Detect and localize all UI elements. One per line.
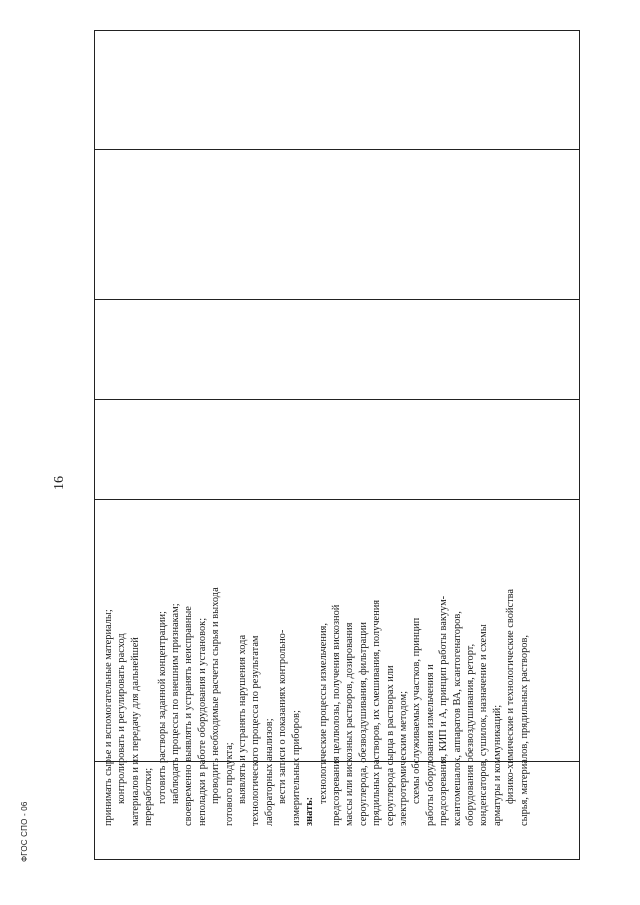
- text-line: работы оборудования измельчения и: [424, 664, 436, 826]
- text-line: своевременно выявлять и устранять неисправные: [183, 606, 195, 826]
- text-line: неполадки в работе оборудования и установок;: [196, 617, 208, 826]
- text-line: арматуры и коммуникаций;: [491, 704, 503, 826]
- text-line: физико-химические и технологические свойства: [505, 588, 517, 804]
- text-line: ксантомешалок, аппаратов ВА, ксантогенаторов,: [451, 611, 463, 826]
- text-line: конденсаторов, сушилок, назначение и схемы: [478, 624, 490, 826]
- text-line: проводить необходимые расчеты сырья и выхода: [210, 587, 222, 804]
- footer-code: ФГОС СПО - 06: [20, 801, 29, 862]
- text-line: выявлять и устранять нарушения хода: [237, 634, 249, 804]
- row-separator: [95, 399, 579, 400]
- text-line: наблюдать процессы по внешним признакам;: [170, 603, 182, 804]
- text-line: измерительных приборов;: [290, 710, 302, 826]
- text-line: готового продукта;: [223, 742, 235, 826]
- text-line: прядильных растворов, их смешивания, получения: [371, 599, 383, 826]
- text-line: готовить растворы заданной концентрации;: [156, 611, 168, 804]
- text-line: оборудования обезвоздушивания, реторт,: [464, 643, 476, 826]
- text-line: технологического процесса по результатам: [250, 635, 262, 826]
- text-line: контролировать и регулировать расход: [116, 633, 128, 804]
- text-line: переработки;: [143, 767, 155, 826]
- text-line: материалов и их передачу для дальнейшей: [129, 637, 141, 826]
- text-line: схемы обслуживаемых участков, принцип: [411, 617, 423, 804]
- text-line: сырья, материалов, прядильных растворов,: [518, 635, 530, 826]
- text-line: сероуглерода, обезвоздушивания, фильтрации: [357, 622, 369, 826]
- text-line: вести записи о показаниях контрольно-: [277, 629, 289, 804]
- text-line: лабораторных анализов;: [263, 718, 275, 826]
- text-line: массы или вискозных растворов, дозирования: [344, 622, 356, 826]
- page-number: 16: [52, 476, 67, 490]
- text-line: предсозревания, КИП и А, принцип работы вакуум-: [438, 595, 450, 826]
- row-separator: [95, 299, 579, 300]
- row-separator: [95, 149, 579, 150]
- text-line: принимать сырье и вспомогательные материалы;: [103, 609, 114, 826]
- column-separator: [94, 31, 95, 523]
- text-line: электротермическим методом;: [397, 691, 409, 826]
- text-line: технологические процессы измельчения,: [317, 623, 329, 804]
- skills-knowledge-cell: [100, 500, 580, 830]
- text-line: сероуглерода сырца в растворах или: [384, 665, 396, 826]
- section-heading-know: знать:: [304, 796, 316, 826]
- text-line: предсозревания целлюлозы, получения вискозной: [330, 604, 342, 826]
